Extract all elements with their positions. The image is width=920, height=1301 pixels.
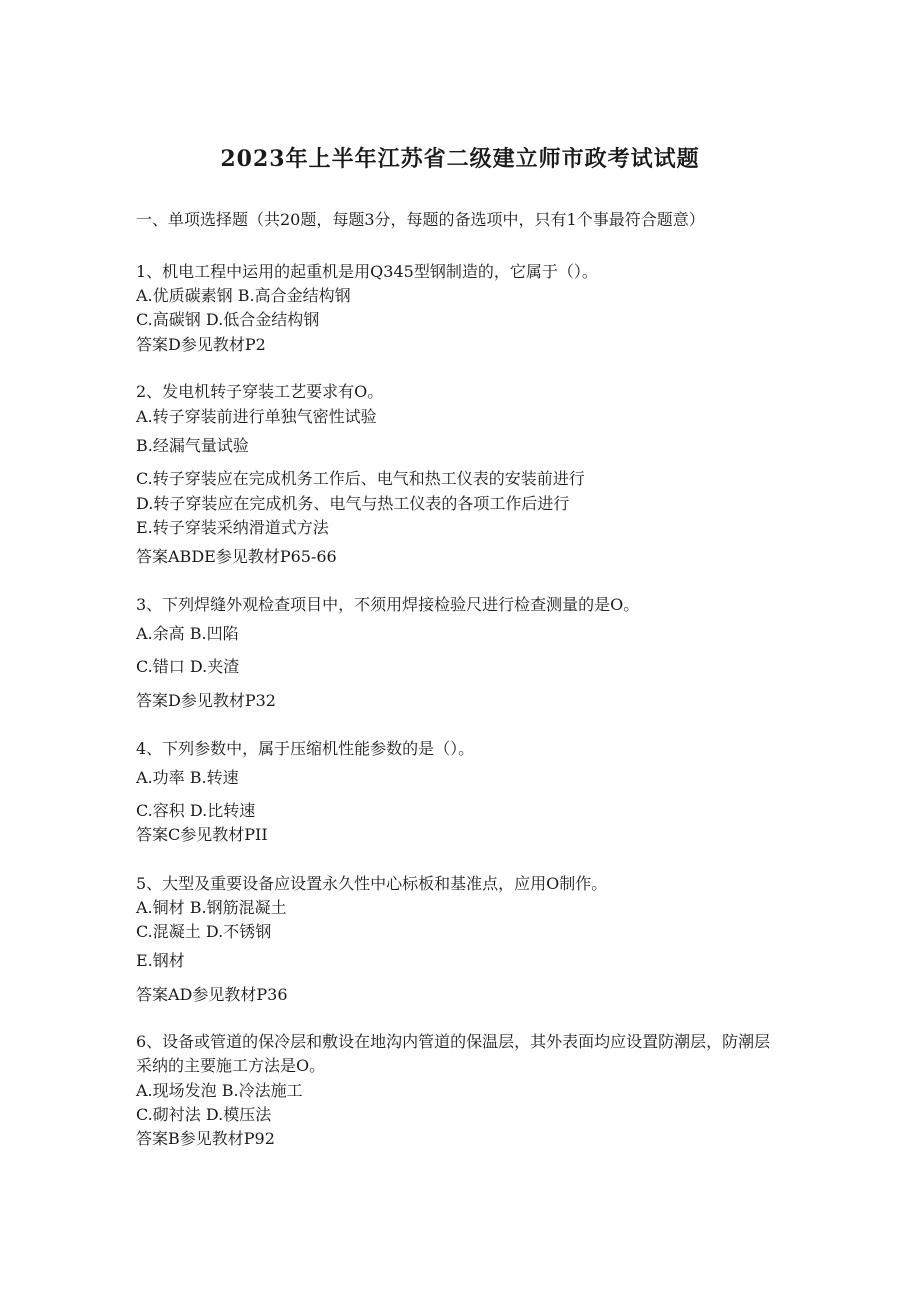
- question-2-stem: 2、发电机转子穿装工艺要求有O。: [136, 382, 384, 401]
- question-2-option-line: B.经漏气量试验: [136, 436, 249, 455]
- question-2-option-line: D.转子穿装应在完成机务、电气与热工仪表的各项工作后进行: [136, 494, 570, 513]
- question-1-stem: 1、机电工程中运用的起重机是用Q345型钢制造的，它属于（）。: [136, 262, 598, 281]
- question-1-option-line: C.高碳钢 D.低合金结构钢: [136, 310, 320, 329]
- question-5-option-line: C.混凝土 D.不锈钢: [136, 922, 272, 941]
- question-3-answer: 答案D参见教材P32: [136, 691, 276, 710]
- question-6-answer: 答案B参见教材P92: [136, 1129, 275, 1148]
- question-2-answer: 答案ABDE参见教材P65-66: [136, 547, 337, 566]
- question-2-option-line: A.转子穿装前进行单独气密性试验: [136, 407, 377, 426]
- question-3-stem: 3、下列焊缝外观检查项目中，不须用焊接检验尺进行检查测量的是O。: [136, 595, 640, 614]
- question-1-option-line: A.优质碳素钢 B.高合金结构钢: [136, 286, 351, 305]
- question-5-option-line: A.铜材 B.钢筋混凝土: [136, 898, 287, 917]
- question-5-answer: 答案AD参见教材P36: [136, 985, 288, 1004]
- section-heading: 一、单项选择题（共20题，每题3分，每题的备选项中，只有1个事最符合题意）: [136, 210, 705, 229]
- question-2-option-line: E.转子穿装采纳滑道式方法: [136, 518, 329, 537]
- question-6-stem: 6、设备或管道的保冷层和敷设在地沟内管道的保温层，其外表面均应设置防潮层，防潮层采纳的主要施工方法是O。: [136, 1032, 771, 1075]
- question-5-stem: 5、大型及重要设备应设置永久性中心标板和基准点，应用O制作。: [136, 874, 608, 893]
- page-title: 2023年上半年江苏省二级建立师市政考试试题: [220, 146, 700, 172]
- question-3-option-line: C.错口 D.夹渣: [136, 657, 240, 676]
- question-4-stem: 4、下列参数中，属于压缩机性能参数的是（）。: [136, 739, 475, 758]
- question-4-answer: 答案C参见教材PII: [136, 825, 268, 844]
- question-4-option-line: A.功率 B.转速: [136, 768, 239, 787]
- question-2-option-line: C.转子穿装应在完成机务工作后、电气和热工仪表的安装前进行: [136, 469, 585, 488]
- question-1-answer: 答案D参见教材P2: [136, 335, 266, 354]
- question-6-option-line: A.现场发泡 B.冷法施工: [136, 1081, 303, 1100]
- question-5-option-line: E.钢材: [136, 951, 185, 970]
- question-4-option-line: C.容积 D.比转速: [136, 801, 256, 820]
- question-3-option-line: A.余高 B.凹陷: [136, 624, 239, 643]
- question-6-option-line: C.砌衬法 D.模压法: [136, 1105, 272, 1124]
